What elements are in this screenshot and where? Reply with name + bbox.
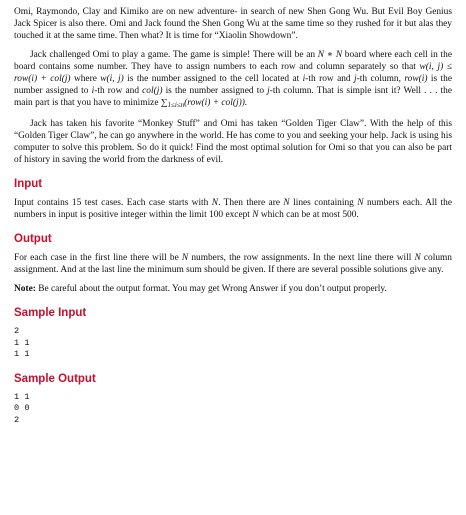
input-heading: Input	[14, 178, 43, 190]
sum-subscript: 1≤i≤n	[167, 101, 185, 109]
story-paragraph-3: Jack has taken his favorite “Monkey Stuff” and Omi has taken “Golden Tiger Claw”. With the help of this “Golden Tiger Claw”, he can go anywhere in the world. He has come to you and seeking your help. Jack is using his computer to solve this problem. So do it quick! Find the most optimal solution for Omi so that you can also be part of history in saving the world from the darkness of evil.	[14, 119, 452, 165]
story-paragraph-2: Jack challenged Omi to play a game. The game is simple! There will be an N ∗ N board where each cell in the board contains some number. They have to assign numbers to each row and column separately so that w(i, j) ≤ row(i) + col(j) where w(i, j) is the number assigned to the cell located at i-th row and j-th column, row(i) is the number assigned to i-th row and col(j) is the number assigned to j-th column. That is simple isnt it? Well . . . the main part is that you have to minimize $\sum_{1\le i\le n}(row(i) + col(j))$.	[14, 50, 453, 109]
story-paragraph-1: Omi, Raymondo, Clay and Kimiko are on new adventure- in search of new Shen Gong Wu. But Evil Boy Genius Jack Spicer is also there. Omi and Jack found the Shen Gong Wu at the same time so they rushed for it but alas they touched it at the same time. Then what? It is time for “Xiaolin Showdown”.	[14, 7, 452, 41]
sample-input-block: 2 1 1 1 1	[14, 326, 30, 359]
sum-symbol: ∑	[160, 98, 168, 108]
sample-input-heading: Sample Input	[14, 307, 87, 319]
sample-output-block: 1 1 0 0 2	[14, 391, 30, 425]
output-paragraph: For each case in the first line there will be N numbers, the row assignments. In the next line there will N column assignment. And at the last line the minimum sum should be given. If there are several possible solutions give any.	[14, 253, 452, 275]
output-heading: Output	[14, 233, 52, 245]
output-note: Note: Be careful about the output format. You may get Wrong Answer if you don’t output properly.	[14, 284, 387, 294]
input-paragraph: Input contains 15 test cases. Each case starts with N. Then there are N lines containing N numbers each. All the numbers in input is positive integer within the limit 100 except N which can be at most 500.	[14, 198, 453, 220]
sample-output-heading: Sample Output	[14, 372, 96, 385]
